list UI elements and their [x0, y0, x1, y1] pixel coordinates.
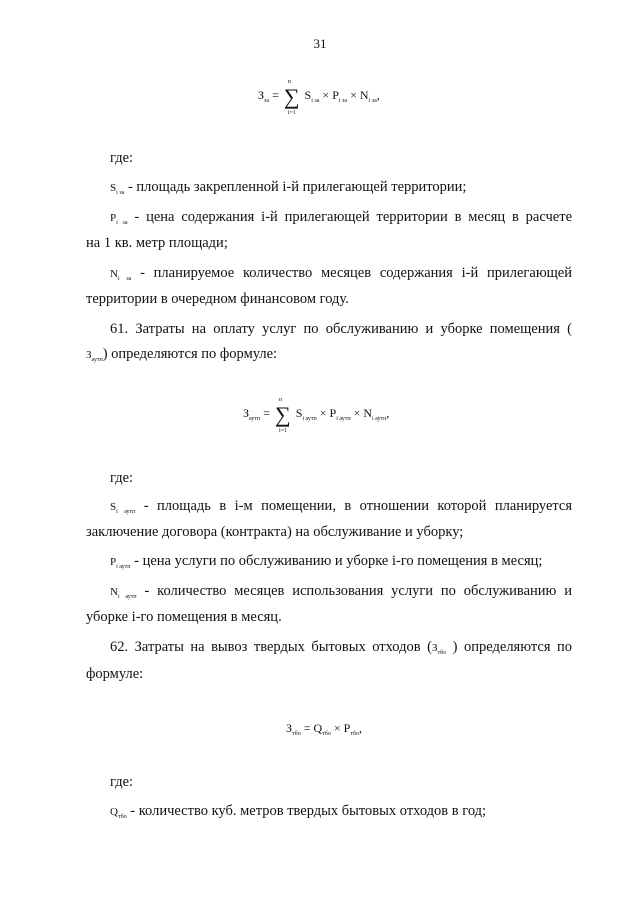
paragraph-62-line2: формуле:	[86, 666, 144, 682]
definition-s-za: $S_{i за}$ - площадь закрепленной i-й прилегающей территории;	[110, 179, 467, 196]
definition-n-autp-line1: $N_{i аутп}$ - количество месяцев использования услуги по обслуживанию и	[110, 583, 572, 600]
where-label: где:	[110, 150, 134, 166]
sum-sign: ∑ n i=1	[275, 397, 291, 434]
page-number: 31	[313, 36, 327, 51]
definition-s-autp-line2: заключение договора (контракта) на обслуживание и уборку;	[86, 524, 464, 540]
sum-sign: ∑ n i=1	[283, 79, 300, 116]
definition-p-za-line2: на 1 кв. метр площади;	[86, 235, 228, 251]
where-label: где:	[110, 470, 134, 486]
where-label: где:	[110, 774, 134, 790]
definition-q-tbo: $Q_{тбо}$ - количество куб. метров твердых бытовых отходов в год;	[110, 803, 487, 820]
definition-s-autp-line1: $S_{i аутп}$ - площадь в i-м помещении, в отношении которой планируется	[110, 498, 573, 515]
definition-n-za-line1: $N_{i за}$ - планируемое количество месяцев содержания i-й прилегающей	[110, 265, 573, 282]
definition-p-za-line1: $P_{i за}$ - цена содержания i-й прилегающей территории в месяц в расчете	[110, 209, 573, 226]
formula-maintenance-territory: $З_{за}$ = ∑ n i=1 $S_{i за} \times P_{i за} \times N_{i за}$,	[258, 79, 380, 116]
paragraph-61-line1: 61. Затраты на оплату услуг по обслуживанию и уборке помещения (	[110, 321, 572, 337]
formula-waste-removal: $З_{тбо} = Q_{тбо} \times P_{тбо}$,	[286, 721, 362, 737]
definition-p-autp: $P_{i аутп}$ - цена услуги по обслуживанию и уборке i-го помещения в месяц;	[110, 553, 543, 570]
paragraph-61-line2: $З_{аутп}$) определяются по формуле:	[86, 346, 278, 363]
definition-n-za-line2: территории в очередном финансовом году.	[86, 291, 349, 307]
definition-n-autp-line2: уборке i-го помещения в месяц.	[86, 609, 282, 625]
formula-cleaning-premises: $З_{аутп}$ = ∑ n i=1 $S_{i аутп} \times P_{i аутп} \times N_{i аутп}$,	[243, 397, 390, 434]
paragraph-62-line1: 62. Затраты на вывоз твердых бытовых отходов ($З_{тбо}$ ) определяются по	[110, 639, 573, 656]
